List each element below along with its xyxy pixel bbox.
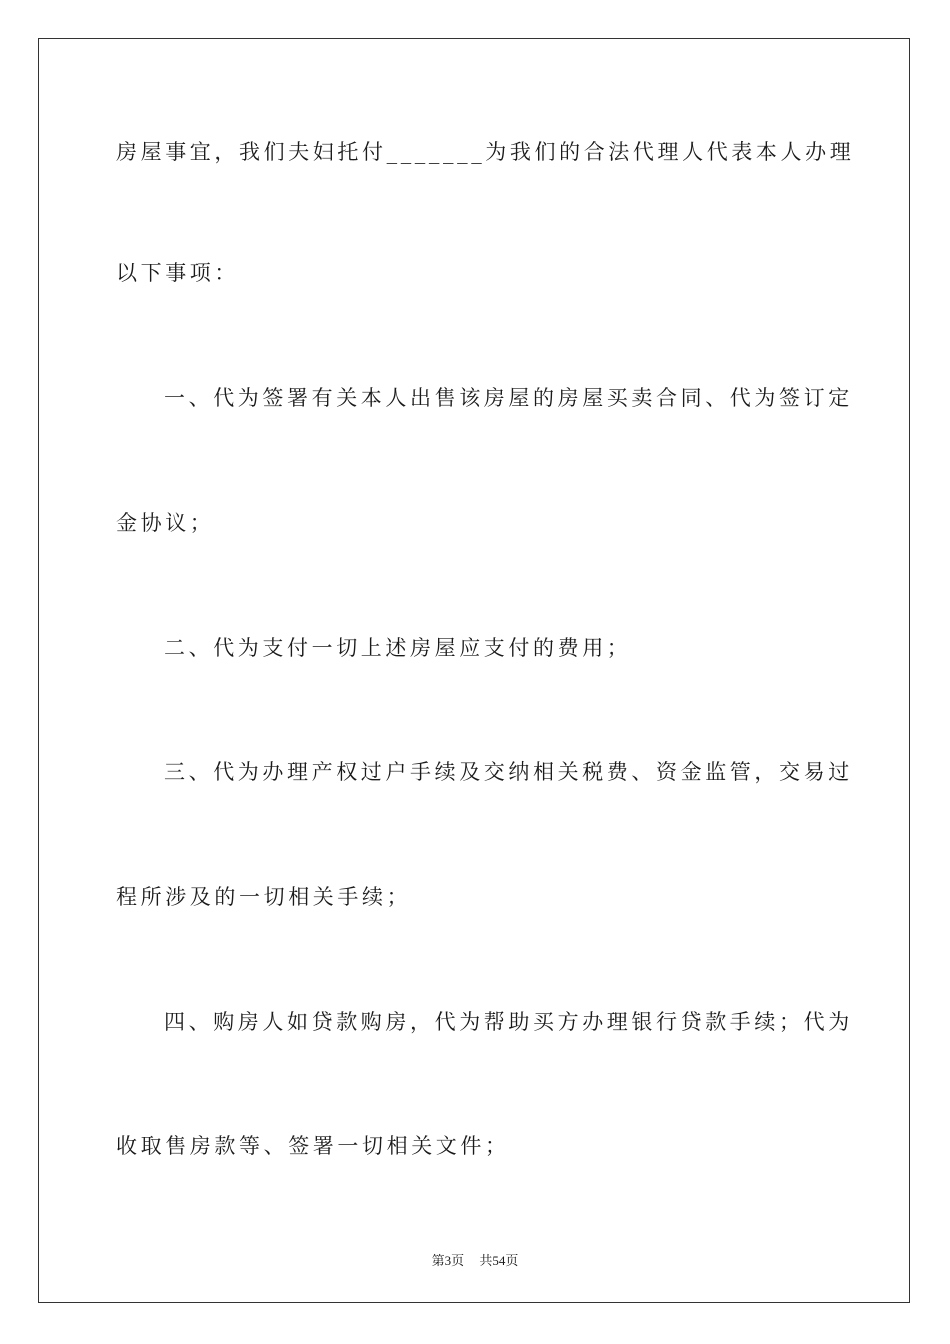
clause-4-line: 四、购房人如贷款购房，代为帮助买方办理银行贷款手续；代为: [164, 1010, 853, 1034]
page-number-total: 共54页: [479, 1253, 519, 1268]
clause-4-continuation: 收取售房款等、签署一切相关文件；: [116, 1134, 510, 1158]
clause-3-line: 三、代为办理产权过户手续及交纳相关税费、资金监管，交易过: [164, 760, 853, 784]
body-text-line: 房屋事宜，我们夫妇托付_______为我们的合法代理人代表本人办理: [116, 140, 855, 164]
body-text-line: 以下事项：: [116, 261, 239, 285]
clause-2-line: 二、代为支付一切上述房屋应支付的费用；: [164, 636, 632, 660]
clause-1-continuation: 金协议；: [116, 511, 215, 535]
clause-1-line: 一、代为签署有关本人出售该房屋的房屋买卖合同、代为签订定: [164, 386, 853, 410]
page-number-current: 第3页: [431, 1253, 465, 1268]
clause-3-continuation: 程所涉及的一切相关手续；: [116, 885, 412, 909]
page-border: [38, 38, 910, 1303]
page-footer: [0, 1250, 950, 1269]
